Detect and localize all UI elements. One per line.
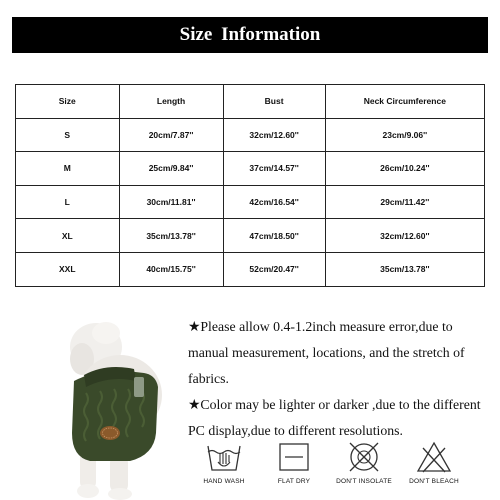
cell-neck: 23cm/9.06'' (325, 118, 484, 152)
cell-length: 40cm/15.75'' (119, 252, 223, 286)
banner-title: Size Information (179, 24, 321, 45)
cell-bust: 42cm/16.54'' (223, 185, 325, 219)
cell-length: 25cm/9.84'' (119, 152, 223, 186)
cell-length: 20cm/7.87'' (119, 118, 223, 152)
cell-neck: 29cm/11.42'' (325, 185, 484, 219)
header-neck: Neck Circumference (325, 85, 484, 119)
cell-size: XXL (16, 252, 120, 286)
cell-neck: 32cm/12.60'' (325, 219, 484, 253)
header-length: Length (119, 85, 223, 119)
header-bust: Bust (223, 85, 325, 119)
cell-length: 30cm/11.81'' (119, 185, 223, 219)
dont-insolate-label: DON'T INSOLATE (336, 478, 392, 485)
dont-bleach-icon (414, 440, 454, 474)
table-row (16, 219, 485, 253)
table-header-row (16, 85, 485, 119)
table-row (16, 185, 485, 219)
note-measure-error: ★Please allow 0.4-1.2inch measure error,due to manual measurement, locations, and the stretch of fabrics. (188, 319, 465, 386)
care-dont-bleach (399, 440, 469, 485)
table-row (16, 118, 485, 152)
dont-insolate-icon (344, 440, 384, 474)
cell-length: 35cm/13.78'' (119, 219, 223, 253)
title-banner (12, 17, 488, 53)
header-size: Size (16, 85, 120, 119)
care-flat-dry (259, 440, 329, 485)
note-color: ★Color may be lighter or darker ,due to the different PC display,due to different resolutions. (188, 397, 481, 438)
care-dont-insolate (329, 440, 399, 485)
cell-neck: 26cm/10.24'' (325, 152, 484, 186)
dog-sweater-image (60, 315, 180, 500)
hand-wash-label: HAND WASH (203, 478, 245, 485)
table-row (16, 252, 485, 286)
dont-bleach-label: DON'T BLEACH (409, 478, 459, 485)
cell-bust: 37cm/14.57'' (223, 152, 325, 186)
care-hand-wash (189, 440, 259, 485)
cell-size: S (16, 118, 120, 152)
cell-size: L (16, 185, 120, 219)
hand-wash-icon (204, 440, 244, 474)
notes (188, 314, 493, 444)
cell-bust: 47cm/18.50'' (223, 219, 325, 253)
cell-size: XL (16, 219, 120, 253)
size-table (15, 84, 485, 287)
cell-bust: 52cm/20.47'' (223, 252, 325, 286)
cell-neck: 35cm/13.78'' (325, 252, 484, 286)
flat-dry-icon (274, 440, 314, 474)
cell-bust: 32cm/12.60'' (223, 118, 325, 152)
flat-dry-label: FLAT DRY (277, 478, 311, 485)
cell-size: M (16, 152, 120, 186)
table-row (16, 152, 485, 186)
